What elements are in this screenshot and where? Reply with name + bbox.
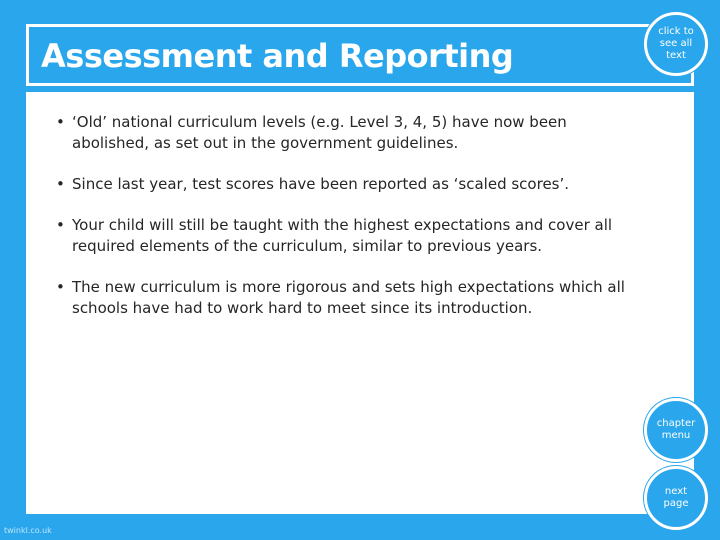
chapter-menu-button[interactable] [644, 398, 708, 462]
title-box [26, 24, 694, 86]
bullet-text: Since last year, test scores have been reported as ‘scaled scores’. [72, 175, 570, 193]
bullet-text: Your child will still be taught with the highest expectations and cover all required elements of the curriculum, similar to previous years. [72, 216, 613, 255]
bullet-text: ‘Old’ national curriculum levels (e.g. Level 3, 4, 5) have now been abolished, as set out in the government guidelines. [72, 113, 567, 152]
bullet-item [56, 277, 636, 319]
bullet-item [56, 215, 636, 257]
content-panel [26, 92, 694, 514]
click-to-see-all-text-button[interactable] [644, 12, 708, 76]
bullet-text: The new curriculum is more rigorous and sets high expectations which all schools have had to work hard to meet since its introduction. [72, 278, 625, 317]
click-to-see-all-text-label: click to see all text [658, 26, 694, 61]
next-page-button[interactable] [644, 466, 708, 530]
bullet-item [56, 112, 636, 154]
next-page-label: next page [663, 486, 689, 509]
bullet-list [56, 112, 636, 339]
slide-title: Assessment and Reporting [41, 37, 514, 75]
bullet-marker: • [56, 216, 65, 234]
brand-footer: twinkl.co.uk [4, 526, 52, 535]
bullet-marker: • [56, 113, 65, 131]
bullet-marker: • [56, 278, 65, 296]
chapter-menu-label: chapter menu [656, 418, 696, 441]
bullet-item [56, 174, 636, 195]
bullet-marker: • [56, 175, 65, 193]
